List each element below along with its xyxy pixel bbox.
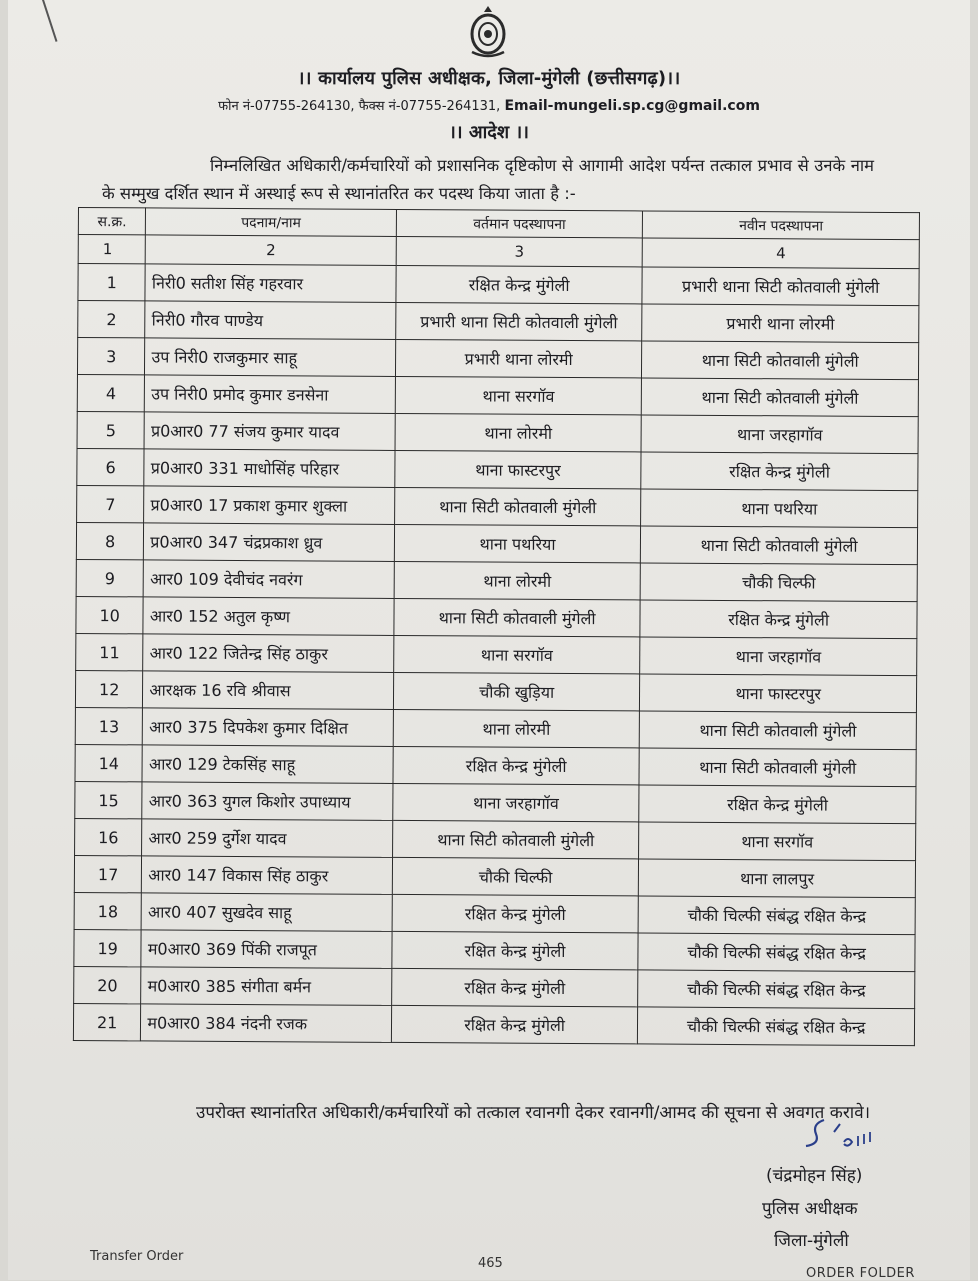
column-number: 4 [642, 238, 919, 269]
serial-cell: 18 [74, 892, 142, 929]
serial-cell: 20 [74, 966, 142, 1003]
table-row [77, 448, 918, 490]
new-posting-cell: थाना जरहागॉव [641, 415, 918, 454]
current-posting-cell: थाना जरहागॉव [393, 783, 640, 822]
header-new-posting: नवीन पदस्थापना [643, 211, 920, 240]
new-posting-cell: थाना सिटी कोतवाली मुंगेली [639, 748, 916, 787]
name-cell: प्र0आर0 347 चंद्रप्रकाश ध्रुव [144, 523, 395, 562]
signatory-title: पुलिस अधीक्षक [762, 1199, 858, 1219]
name-cell: आरक्षक 16 रवि श्रीवास [143, 671, 394, 710]
new-posting-cell: थाना सिटी कोतवाली मुंगेली [642, 341, 919, 380]
table-body [73, 264, 919, 1046]
column-number: 2 [146, 235, 397, 266]
name-cell: म0आर0 384 नंदनी रजक [141, 1004, 392, 1043]
serial-cell: 1 [78, 264, 146, 301]
name-cell: उप निरी0 प्रमोद कुमार डनसेना [145, 375, 396, 414]
handwritten-signature-icon [794, 1114, 884, 1160]
signatory-place: जिला-मुंगेली [774, 1231, 849, 1251]
name-cell: आर0 152 अतुल कृष्ण [143, 597, 394, 636]
current-posting-cell: प्रभारी थाना लोरमी [395, 339, 642, 378]
order-title: ।। आदेश ।। [448, 122, 529, 143]
new-posting-cell: थाना पथरिया [641, 489, 918, 528]
name-cell: प्र0आर0 331 माधोसिंह परिहार [144, 449, 395, 488]
name-cell: आर0 407 सुखदेव साहू [141, 893, 392, 932]
phone-fax-text: फोन नं-07755-264130, फैक्स नं-07755-264131, [218, 99, 501, 114]
serial-cell: 9 [76, 559, 144, 596]
serial-cell: 19 [74, 929, 142, 966]
new-posting-cell: रक्षित केन्द्र मुंगेली [641, 452, 918, 491]
serial-cell: 8 [76, 522, 144, 559]
current-posting-cell: थाना सिटी कोतवाली मुंगेली [394, 487, 641, 526]
serial-cell: 11 [76, 633, 144, 670]
serial-cell: 12 [75, 670, 143, 707]
name-cell: उप निरी0 राजकुमार साहू [145, 338, 396, 377]
serial-cell: 5 [77, 411, 145, 448]
new-posting-cell: चौकी चिल्फी [640, 563, 917, 602]
name-cell: आर0 109 देवीचंद नवरंग [144, 560, 395, 599]
document-page [8, 0, 970, 1280]
folder-label: ORDER FOLDER [806, 1266, 915, 1281]
current-posting-cell: रक्षित केन्द्र मुंगेली [392, 968, 639, 1007]
page-number: 465 [478, 1256, 503, 1271]
table-row [77, 338, 918, 380]
serial-cell: 2 [78, 301, 146, 338]
table-row [75, 670, 916, 712]
new-posting-cell: चौकी चिल्फी संबंद्ध रक्षित केन्द्र [638, 933, 915, 972]
new-posting-cell: रक्षित केन्द्र मुंगेली [639, 785, 916, 824]
current-posting-cell: थाना लोरमी [394, 561, 641, 600]
closing-paragraph: उपरोक्त स्थानांतरित अधिकारी/कर्मचारियों को तत्काल रवानगी देकर रवानगी/आमद की सूचना से अवगत करावे। [196, 1103, 871, 1123]
column-number: 1 [78, 235, 146, 264]
table-row [74, 892, 915, 934]
footer-label: Transfer Order [90, 1249, 184, 1264]
table-row [76, 596, 917, 638]
name-cell: निरी0 सतीश सिंह गहरवार [145, 264, 396, 303]
table-row [75, 707, 916, 749]
serial-cell: 15 [75, 781, 143, 818]
new-posting-cell: थाना सिटी कोतवाली मुंगेली [641, 526, 918, 565]
name-cell: म0आर0 369 पिंकी राजपूत [141, 930, 392, 969]
name-cell: निरी0 गौरव पाण्डेय [145, 301, 396, 340]
current-posting-cell: चौकी खुड़िया [393, 672, 640, 711]
serial-cell: 6 [77, 448, 145, 485]
current-posting-cell: थाना लोरमी [393, 709, 640, 748]
serial-cell: 7 [77, 485, 145, 522]
email-text: Email-mungeli.sp.cg@gmail.com [504, 98, 760, 114]
column-number: 3 [396, 236, 643, 267]
new-posting-cell: प्रभारी थाना सिटी कोतवाली मुंगेली [642, 267, 919, 306]
signatory-name: (चंद्रमोहन सिंह) [766, 1166, 863, 1186]
table-row [78, 301, 919, 343]
name-cell: आर0 363 युगल किशोर उपाध्याय [142, 782, 393, 821]
table-row [77, 374, 918, 416]
table-row [78, 264, 919, 306]
police-emblem-icon [466, 4, 510, 58]
current-posting-cell: रक्षित केन्द्र मुंगेली [391, 1005, 638, 1044]
table-row [73, 1003, 914, 1045]
table-row [75, 818, 916, 860]
table-row [75, 781, 916, 823]
new-posting-cell: चौकी चिल्फी संबंद्ध रक्षित केन्द्र [638, 970, 915, 1009]
current-posting-cell: रक्षित केन्द्र मुंगेली [392, 931, 639, 970]
serial-cell: 4 [77, 374, 145, 411]
transfer-table [73, 207, 920, 1046]
table-row [76, 559, 917, 601]
paper-crease-mark [42, 0, 57, 42]
name-cell: प्र0आर0 17 प्रकाश कुमार शुक्ला [144, 486, 395, 525]
office-heading: ।। कार्यालय पुलिस अधीक्षक, जिला-मुंगेली (छत्तीसगढ़)।। [297, 68, 681, 89]
intro-paragraph: निम्नलिखित अधिकारी/कर्मचारियों को प्रशासनिक दृष्टिकोण से आगामी आदेश पर्यन्त तत्काल प्रभाव से उनके नाम के सम्मुख दर्शित स्थान में अस्थाई रूप से स्थानांतरित कर पदस्थ किया जाता है :- [102, 156, 874, 203]
current-posting-cell: थाना लोरमी [395, 413, 642, 452]
table-row [76, 633, 917, 675]
name-cell: आर0 259 दुर्गेश यादव [142, 819, 393, 858]
current-posting-cell: रक्षित केन्द्र मुंगेली [396, 265, 643, 304]
table-row [75, 744, 916, 786]
table-row [74, 855, 915, 897]
new-posting-cell: थाना सिटी कोतवाली मुंगेली [642, 378, 919, 417]
table-row [77, 485, 918, 527]
current-posting-cell: रक्षित केन्द्र मुंगेली [392, 894, 639, 933]
new-posting-cell: प्रभारी थाना लोरमी [642, 304, 919, 343]
current-posting-cell: थाना सिटी कोतवाली मुंगेली [394, 598, 641, 637]
serial-cell: 10 [76, 596, 144, 633]
name-cell: प्र0आर0 77 संजय कुमार यादव [144, 412, 395, 451]
current-posting-cell: थाना सरगॉव [394, 635, 641, 674]
serial-cell: 16 [75, 818, 143, 855]
name-cell: म0आर0 385 संगीता बर्मन [141, 967, 392, 1006]
serial-cell: 21 [73, 1003, 141, 1040]
name-cell: आर0 375 दिपकेश कुमार दिक्षित [143, 708, 394, 747]
new-posting-cell: थाना जरहागॉव [640, 637, 917, 676]
header-current-posting: वर्तमान पदस्थापना [396, 209, 643, 238]
table-row [74, 966, 915, 1008]
new-posting-cell: थाना लालपुर [639, 859, 916, 898]
current-posting-cell: थाना सिटी कोतवाली मुंगेली [392, 820, 639, 859]
new-posting-cell: रक्षित केन्द्र मुंगेली [640, 600, 917, 639]
new-posting-cell: थाना सरगॉव [639, 822, 916, 861]
serial-cell: 13 [75, 707, 143, 744]
current-posting-cell: चौकी चिल्फी [392, 857, 639, 896]
serial-cell: 14 [75, 744, 143, 781]
new-posting-cell: चौकी चिल्फी संबंद्ध रक्षित केन्द्र [638, 1007, 915, 1046]
name-cell: आर0 122 जितेन्द्र सिंह ठाकुर [143, 634, 394, 673]
current-posting-cell: थाना पथरिया [394, 524, 641, 563]
name-cell: आर0 147 विकास सिंह ठाकुर [142, 856, 393, 895]
table-row [76, 522, 917, 564]
current-posting-cell: रक्षित केन्द्र मुंगेली [393, 746, 640, 785]
table-row [77, 411, 918, 453]
serial-cell: 3 [77, 338, 145, 375]
table-row [74, 929, 915, 971]
contact-line [8, 96, 970, 114]
header-serial: स.क्र. [78, 208, 146, 235]
serial-cell: 17 [74, 855, 142, 892]
header-designation-name: पदनाम/नाम [146, 208, 397, 237]
name-cell: आर0 129 टेकसिंह साहू [142, 745, 393, 784]
new-posting-cell: चौकी चिल्फी संबंद्ध रक्षित केन्द्र [638, 896, 915, 935]
new-posting-cell: थाना फास्टरपुर [640, 674, 917, 713]
current-posting-cell: प्रभारी थाना सिटी कोतवाली मुंगेली [396, 302, 643, 341]
current-posting-cell: थाना सरगॉव [395, 376, 642, 415]
current-posting-cell: थाना फास्टरपुर [395, 450, 642, 489]
new-posting-cell: थाना सिटी कोतवाली मुंगेली [640, 711, 917, 750]
